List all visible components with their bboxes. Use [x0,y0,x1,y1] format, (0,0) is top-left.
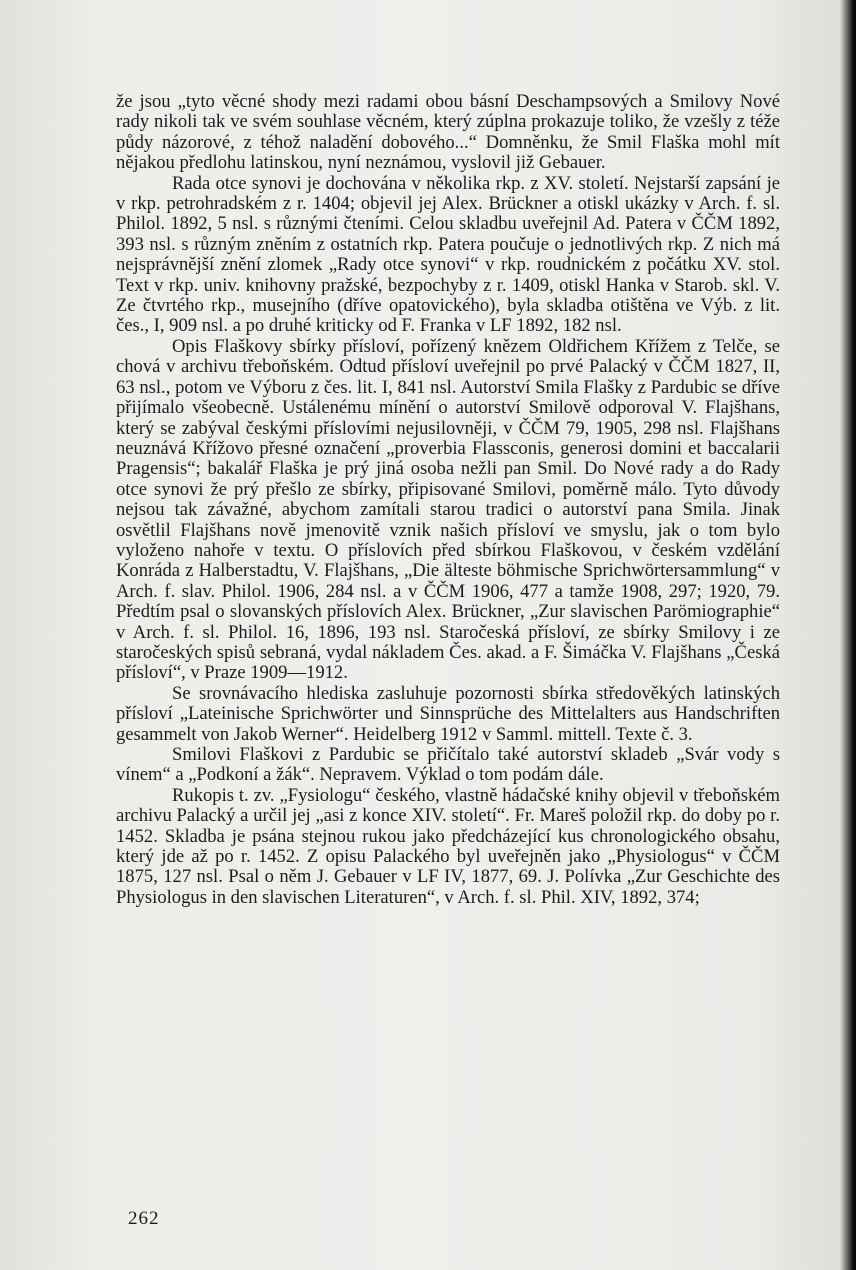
book-spine-shadow [840,0,856,1270]
paragraph-5: Smilovi Flaškovi z Pardubic se přičítalo také autorství skladeb „Svár vody s vínem“ a „Podkoní a žák“. Nepravem. Výklad o tom podám dále. [116,744,780,786]
paragraph-6: Rukopis t. zv. „Fysiologu“ českého, vlastně hádačské knihy objevil v třeboňském archivu Palacký a určil jej „asi z konce XIV. století“. Fr. Mareš položil rkp. do doby po r. 1452. Skladba je psána stejnou rukou jako předcházející kus chronologického obsahu, který jde až po r. 1452. Z opisu Palackého byl uveřejněn jako „Physiologus“ v ČČM 1875, 127 nsl. Psal o něm J. Gebauer v LF IV, 1877, 69. J. Polívka „Zur Geschichte des Physiologus in den slavischen Literaturen“, v Arch. f. sl. Phil. XIV, 1892, 374; [116,784,780,908]
body-text [116,92,780,908]
paragraph-3: Opis Flaškovy sbírky přísloví, pořízený knězem Oldřichem Křížem z Telče, se chová v archivu třeboňském. Odtud přísloví uveřejnil po prvé Palacký v ČČM 1827, II, 63 nsl., potom ve Výboru z čes. lit. I, 841 nsl. Autorství Smila Flašky z Pardubic se dříve přijímalo všeobecně. Ustálenému mínění o autorství Smilově odporoval V. Flajšhans, který se zabýval českými příslovími nejusilovněji, v ČČM 79, 1905, 298 nsl. Flajšhans neuznává Křížovo přesné označení „proverbia Flassconis, generosi domini et baccalarii Pragensis“; bakalář Flaška je prý jiná osoba nežli pan Smil. Do Nové rady a do Rady otce synovi že prý přešlo ze sbírky, připisované Smilovi, poměrně málo. Tyto důvody nejsou tak závažné, abychom zamítali starou tradici o autorství pana Smila. Jinak osvětlil Flajšhans nově jmenovitě vznik našich přísloví ve smyslu, jak o tom bylo vyloženo nahoře v textu. O příslovích před sbírkou Flaškovou, v českém vzdělání Konráda z Halberstadtu, V. Flajšhans, „Die älteste böhmische Sprichwörtersammlung“ v Arch. f. slav. Philol. 1906, 284 nsl. a v ČČM 1906, 477 a tamže 1908, 297; 1920, 79. Předtím psal o slovanských příslovích Alex. Brückner, „Zur slavischen Parömiographie“ v Arch. f. sl. Philol. 16, 1896, 193 nsl. Staročeská přísloví, ze sbírky Smilovy i ze staročeských spisů sebraná, vydal nákladem Čes. akad. a F. Šimáčka V. Flajšhans „Česká přísloví“, v Praze 1909—1912. [116,335,780,684]
paragraph-4: Se srovnávacího hlediska zasluhuje pozornosti sbírka středověkých latinských přísloví „Lateinische Sprichwörter und Sinnsprüche des Mittelalters aus Handschriften gesammelt von Jakob Werner“. Heidelberg 1912 v Samml. mittell. Texte č. 3. [116,682,780,745]
paragraph-1: že jsou „tyto věcné shody mezi radami obou básní Deschampsových a Smilovy Nové rady nikoli tak ve svém souhlase věcném, který zúplna prokazuje toliko, že vzešly z téže půdy názorové, z téhož naladění dobového...“ Domněnku, že Smil Flaška mohl mít nějakou předlohu latinskou, nyní neznámou, vyslovil již Gebauer. [116,91,780,174]
page-number: 262 [128,1208,160,1229]
paragraph-2: Rada otce synovi je dochována v několika rkp. z XV. století. Nejstarší zapsání je v rkp. petrohradském z r. 1404; objevil jej Alex. Brückner a otiskl ukázky v Arch. f. sl. Philol. 1892, 5 nsl. s různými čteními. Celou skladbu uveřejnil Ad. Patera v ČČM 1892, 393 nsl. s různým zněním z ostatních rkp. Patera poučuje o jednotlivých rkp. Z nich má nejsprávnější znění zlomek „Rady otce synovi“ v rkp. roudnickém z počátku XV. stol. Text v rkp. univ. knihovny pražské, bezpochyby z r. 1409, otiskl Hanka v Starob. skl. V. Ze čtvrtého rkp., musejního (dříve opatovického), byla skladba otištěna ve Výb. z lit. čes., I, 909 nsl. a po druhé kriticky od F. Franka v LF 1892, 182 nsl. [116,172,780,337]
